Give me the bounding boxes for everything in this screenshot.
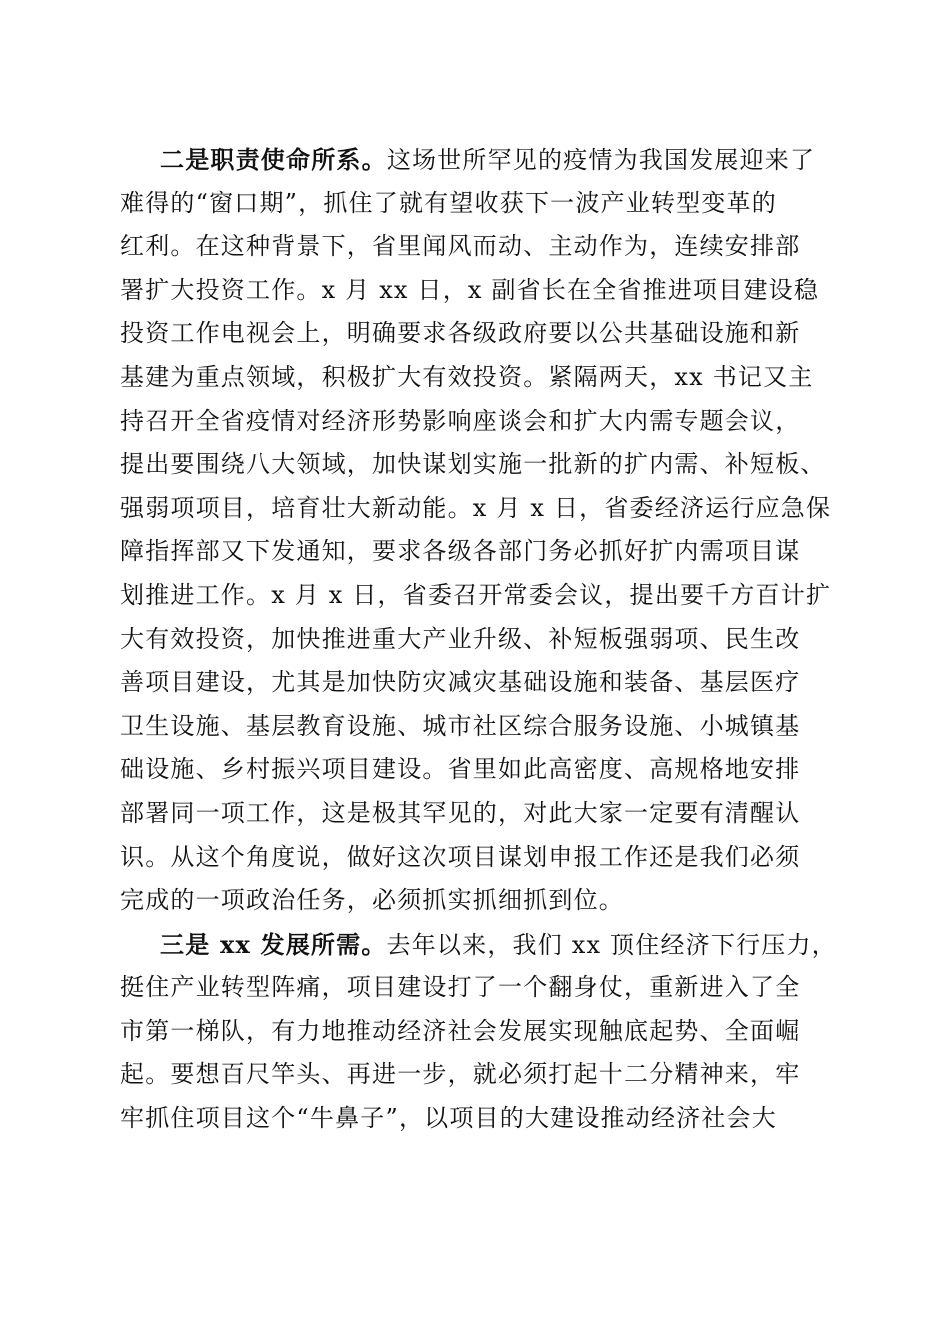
paragraph-1-line: 基建为重点领域，积极扩大有效投资。紧隔两天，xx 书记又主	[120, 362, 814, 391]
paragraph-1-line: 卫生设施、基层教育设施、城市社区综合服务设施、小城镇基	[120, 711, 801, 740]
paragraph-2-line-1	[160, 923, 840, 967]
paragraph-1-line: 识。从这个角度说，做好这次项目谋划申报工作还是我们必须	[120, 842, 801, 871]
paragraph-1-line: 划推进工作。x 月 x 日，省委召开常委会议，提出要千方百计扩	[120, 580, 832, 609]
paragraph-1-line: 础设施、乡村振兴项目建设。省里如此高密度、高规格地安排	[120, 755, 801, 784]
paragraph-1-line-1	[160, 138, 840, 182]
paragraph-1-heading: 二是职责使命所系。	[160, 145, 387, 174]
paragraph-1-line: 完成的一项政治任务，必须抓实抓细抓到位。	[120, 886, 624, 915]
paragraph-1-line: 部署同一项工作，这是极其罕见的，对此大家一定要有清醒认	[120, 798, 801, 827]
paragraph-1-text: 这场世所罕见的疫情为我国发展迎来了	[386, 146, 816, 174]
paragraph-1-line: 难得的“窗口期”，抓住了就有望收获下一波产业转型变革的	[120, 188, 777, 217]
paragraph-1-line: 提出要围绕八大领域，加快谋划实施一批新的扩内需、补短板、	[120, 450, 826, 479]
paragraph-2-line: 挺住产业转型阵痛，项目建设打了一个翻身仗，重新进入了全	[120, 973, 801, 1002]
paragraph-1-line: 持召开全省疫情对经济形势影响座谈会和扩大内需专题会议，	[120, 406, 801, 435]
paragraph-1-line: 善项目建设，尤其是加快防灾减灾基础设施和装备、基层医疗	[120, 668, 801, 697]
paragraph-2-line: 牢抓住项目这个“牛鼻子”，以项目的大建设推动经济社会大	[120, 1104, 777, 1133]
document-body	[120, 138, 840, 1141]
paragraph-2-line: 起。要想百尺竿头、再进一步，就必须打起十二分精神来，牢	[120, 1060, 801, 1089]
paragraph-2-line: 市第一梯队，有力地推动经济社会发展实现触底起势、全面崛	[120, 1016, 801, 1045]
paragraph-1-line: 大有效投资，加快推进重大产业升级、补短板强弱项、民生改	[120, 624, 801, 653]
paragraph-1-line: 红利。在这种背景下，省里闻风而动、主动作为，连续安排部	[120, 232, 801, 261]
paragraph-1-line: 署扩大投资工作。x 月 xx 日，x 副省长在全省推进项目建设稳	[120, 275, 820, 304]
paragraph-2-heading: 三是 xx 发展所需。	[160, 929, 387, 959]
paragraph-1-line: 障指挥部又下发通知，要求各级各部门务必抓好扩内需项目谋	[120, 537, 801, 566]
paragraph-2-text: 去年以来，我们 xx 顶住经济下行压力，	[386, 930, 837, 959]
paragraph-1-line: 投资工作电视会上，明确要求各级政府要以公共基础设施和新	[120, 319, 801, 348]
paragraph-1-line: 强弱项项目，培育壮大新动能。x 月 x 日，省委经济运行应急保	[120, 493, 832, 522]
